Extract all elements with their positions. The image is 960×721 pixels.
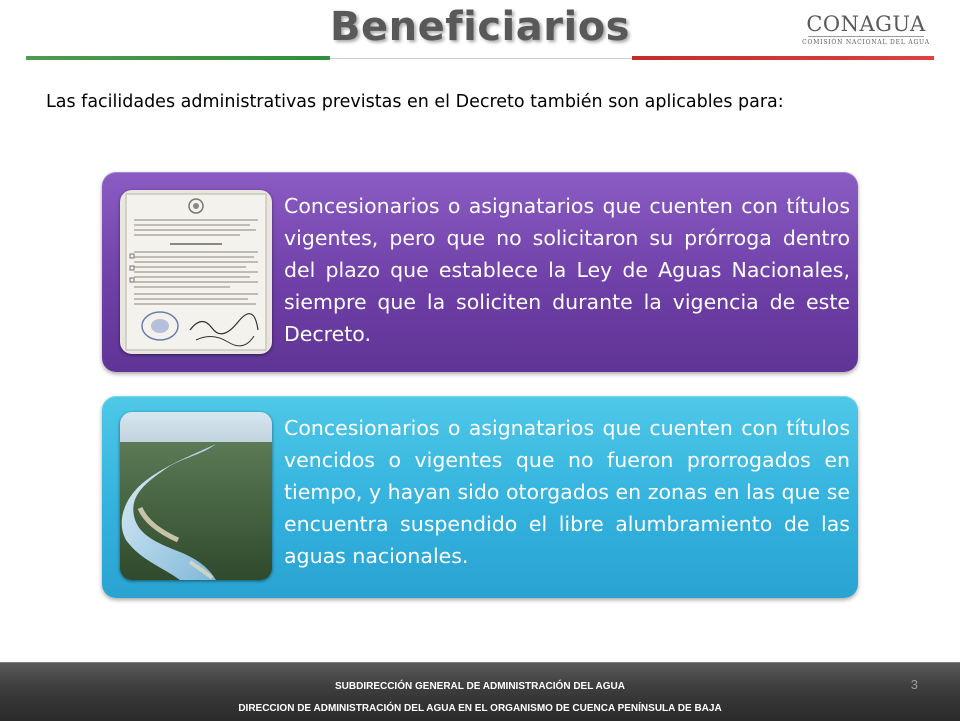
logo-wordmark: CONAGUA xyxy=(806,12,926,36)
intro-text: Las facilidades administrativas previstas en el Decreto también son aplicables para: xyxy=(46,92,784,112)
document-icon xyxy=(120,190,272,354)
red-accent-line xyxy=(632,56,934,60)
beneficiary-card-1 xyxy=(102,172,858,372)
river-icon xyxy=(120,412,272,580)
green-accent-line xyxy=(26,56,330,60)
beneficiary-card-2 xyxy=(102,396,858,598)
footer-bar xyxy=(0,662,960,721)
card-1-text: Concesionarios o asignatarios que cuenten con títulos vigentes, pero que no solicitaron su prórroga dentro del plazo que establece la Ley de Aguas Nacionales, siempre que la soliciten durante la vigencia de este Decreto. xyxy=(284,194,850,346)
card-2-text: Concesionarios o asignatarios que cuenten con títulos vencidos o vigentes que no fueron prorrogados en tiempo, y hayan sido otorgados en zonas en las que se encuentra suspendido el libre alumbramiento de las aguas nacionales. xyxy=(284,416,850,568)
logo-subtitle: COMISIÓN NACIONAL DEL AGUA xyxy=(802,39,930,46)
page-number: 3 xyxy=(910,677,918,692)
divider-line xyxy=(330,58,632,59)
logo-rule xyxy=(808,36,924,37)
conagua-logo xyxy=(800,12,932,52)
footer-direction: DIRECCION DE ADMINISTRACIÓN DEL AGUA EN EL ORGANISMO DE CUENCA PENÍNSULA DE BAJA xyxy=(238,703,722,714)
slide-title: Beneficiarios xyxy=(330,4,630,50)
footer-department: SUBDIRECCIÓN GENERAL DE ADMINISTRACIÓN DEL AGUA xyxy=(334,681,625,692)
